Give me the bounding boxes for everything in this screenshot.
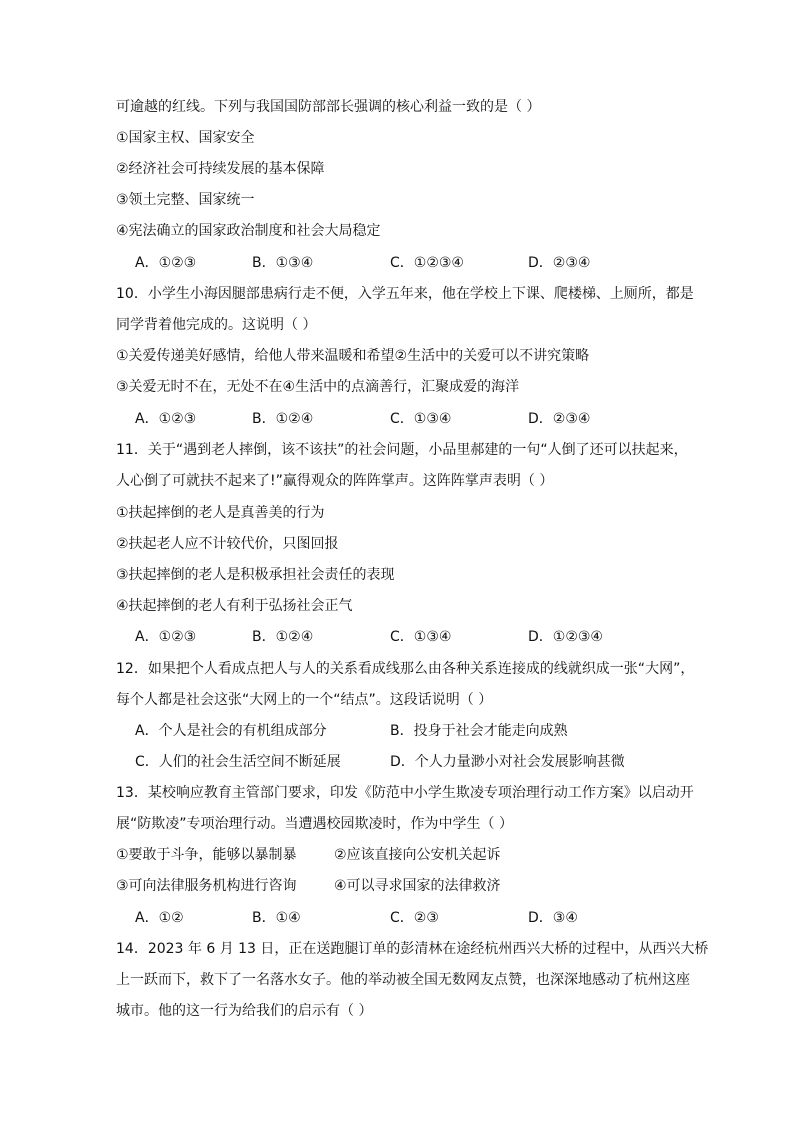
q10-item-line-1: ①关爱传递美好感情，给他人带来温暖和希望②生活中的关爱可以不讲究策略 xyxy=(116,348,590,364)
q13-choice-a: A．①② xyxy=(135,910,184,926)
q12-stem-line-1: 12．如果把个人看成点把人与人的关系看成线那么由各种关系连接成的线就织成一张“大网”， xyxy=(116,661,695,677)
q10-choice-b: B．①②④ xyxy=(252,411,314,427)
q10-item-line-2: ③关爱无时不在，无处不在④生活中的点滴善行，汇聚成爱的海洋 xyxy=(116,379,520,395)
q13-choice-d: D．③④ xyxy=(528,910,578,926)
q10-choice-c: C．①③④ xyxy=(390,411,452,427)
q9-stem-tail: 可逾越的红线。下列与我国国防部部长强调的核心利益一致的是（ ） xyxy=(116,99,541,115)
q11-stem-line-2: 人心倒了可就扶不起来了!”赢得观众的阵阵掌声。这阵阵掌声表明（ ） xyxy=(116,473,554,489)
q9-choice-c: C．①②③④ xyxy=(390,255,464,271)
q12-choice-d: D．个人力量渺小对社会发展影响甚微 xyxy=(390,754,625,770)
q13-item-2: ②应该直接向公安机关起诉 xyxy=(334,847,501,863)
q12-choice-b: B．投身于社会才能走向成熟 xyxy=(390,723,568,739)
q13-item-4: ④可以寻求国家的法律救济 xyxy=(334,878,501,894)
q13-choice-b: B．①④ xyxy=(252,910,301,926)
q9-item-2: ②经济社会可持续发展的基本保障 xyxy=(116,161,325,177)
q10-choice-d: D．②③④ xyxy=(528,411,591,427)
q11-item-1: ①扶起摔倒的老人是真善美的行为 xyxy=(116,505,325,521)
q14-stem-line-2: 上一跃而下，救下了一名落水女子。他的举动被全国无数网友点赞，也深深地感动了杭州这座 xyxy=(116,972,690,988)
q10-stem-line-1: 10．小学生小海因腿部患病行走不便，入学五年来，他在学校上下课、爬楼梯、上厕所，都是 xyxy=(116,286,694,302)
q11-item-2: ②扶起老人应不计较代价，只图回报 xyxy=(116,536,339,552)
q13-choice-c: C．②③ xyxy=(390,910,439,926)
q9-item-4: ④宪法确立的国家政治制度和社会大局稳定 xyxy=(116,223,381,239)
q10-stem-line-2: 同学背着他完成的。这说明（ ） xyxy=(116,317,317,333)
q13-item-1: ①要敢于斗争，能够以暴制暴 xyxy=(116,847,297,863)
q12-stem-line-2: 每个人都是社会这张“大网上的一个“结点”。这段话说明（ ） xyxy=(116,692,493,708)
q10-choice-a: A．①②③ xyxy=(135,411,197,427)
q9-item-1: ①国家主权、国家安全 xyxy=(116,130,255,146)
q11-choice-b: B．①②④ xyxy=(252,629,314,645)
q11-item-3: ③扶起摔倒的老人是积极承担社会责任的表现 xyxy=(116,567,395,583)
q12-choice-c: C．人们的社会生活空间不断延展 xyxy=(135,754,341,770)
q9-choice-d: D．②③④ xyxy=(528,255,591,271)
q11-item-4: ④扶起摔倒的老人有利于弘扬社会正气 xyxy=(116,598,353,614)
q11-choice-d: D．①②③④ xyxy=(528,629,603,645)
q11-choice-a: A．①②③ xyxy=(135,629,197,645)
q9-choice-b: B．①③④ xyxy=(252,255,314,271)
q12-choice-a: A．个人是社会的有机组成部分 xyxy=(135,723,327,739)
q13-item-3: ③可向法律服务机构进行咨询 xyxy=(116,878,297,894)
q11-choice-c: C．①③④ xyxy=(390,629,452,645)
q14-stem-line-3: 城市。他的这一行为给我们的启示有（ ） xyxy=(116,1003,373,1019)
q11-stem-line-1: 11．关于“遇到老人摔倒，该不该扶”的社会问题，小品里郝建的一句“人倒了还可以扶起来， xyxy=(116,442,688,458)
q13-stem-line-1: 13．某校响应教育主管部门要求，印发《防范中小学生欺凌专项治理行动工作方案》以启动开 xyxy=(116,785,694,801)
q9-choice-a: A．①②③ xyxy=(135,255,197,271)
q9-item-3: ③领土完整、国家统一 xyxy=(116,192,255,208)
q13-stem-line-2: 展“防欺凌”专项治理行动。当遭遇校园欺凌时，作为中学生（ ） xyxy=(116,816,513,832)
q14-stem-line-1: 14．2023 年 6 月 13 日，正在送跑腿订单的彭清林在途经杭州西兴大桥的过程中，从西兴大桥 xyxy=(116,941,709,957)
